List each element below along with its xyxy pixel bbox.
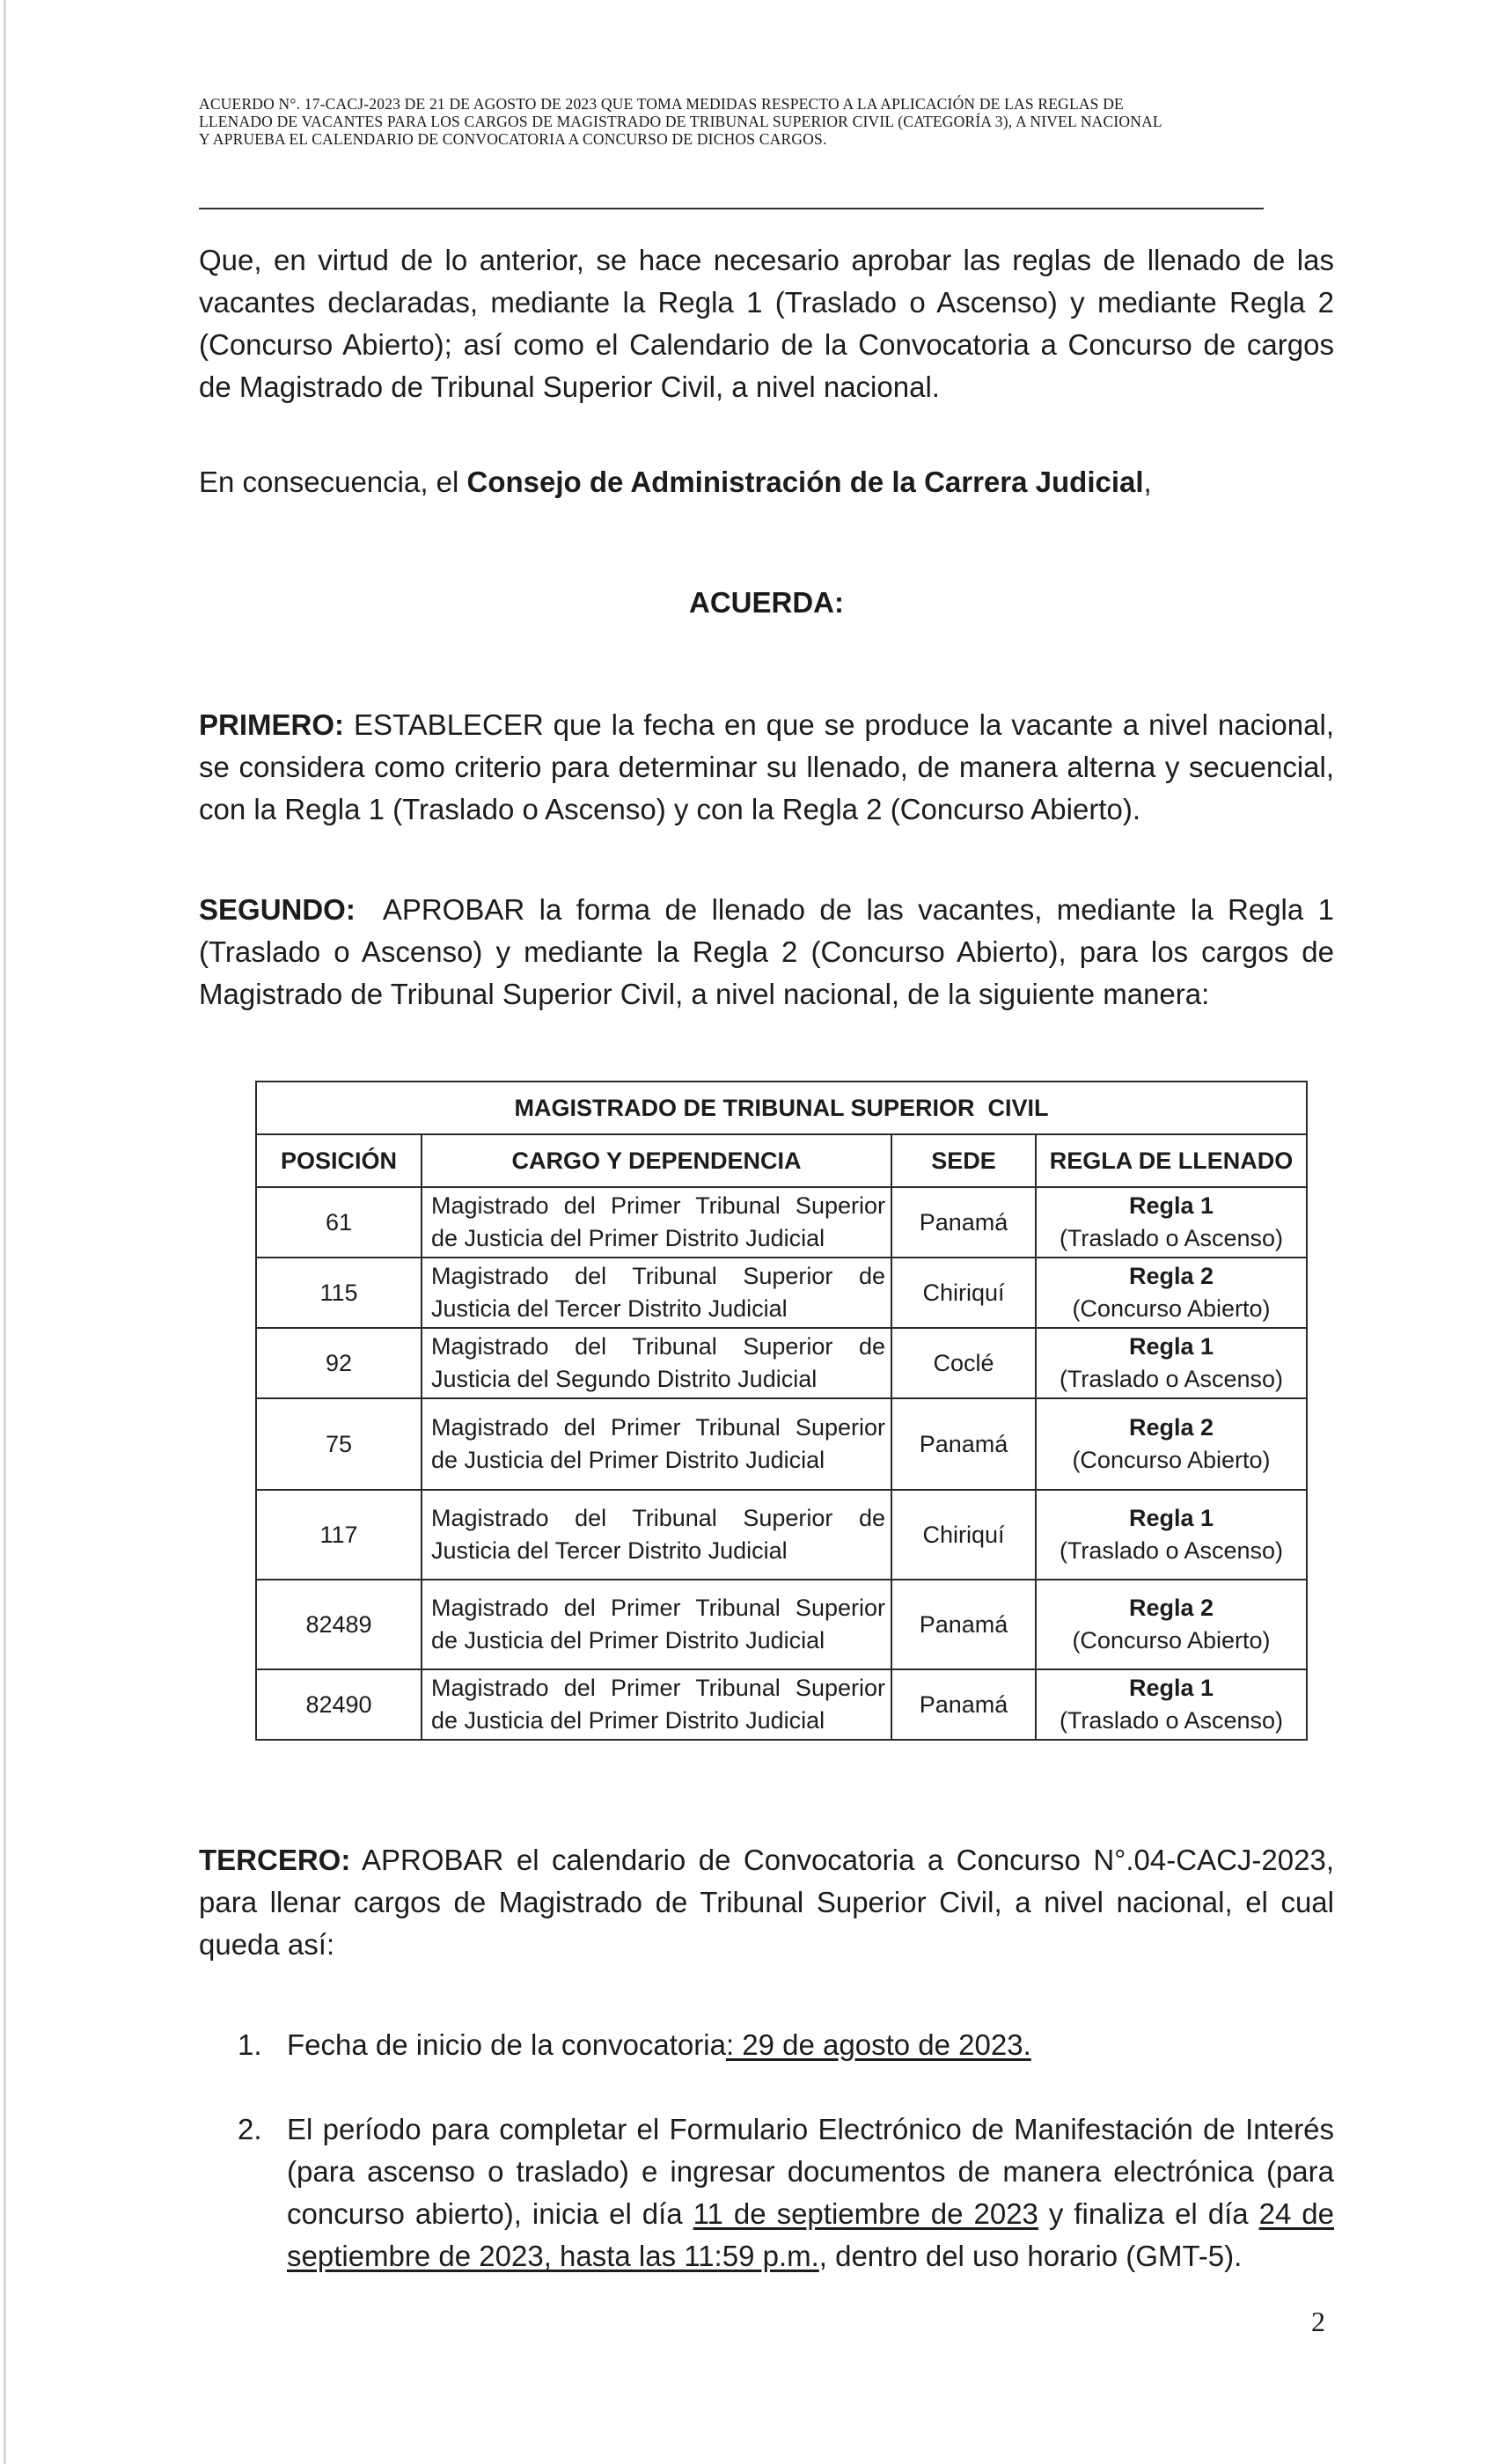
sede-cell: Coclé: [891, 1328, 1036, 1398]
regla-cell: [1036, 1328, 1307, 1398]
cargo-cell: [422, 1187, 891, 1258]
segundo-label: SEGUNDO:: [199, 893, 356, 926]
posicion-cell: 82489: [256, 1580, 422, 1669]
posicion-cell: 82490: [256, 1669, 422, 1740]
regla-cell: [1036, 1580, 1307, 1669]
tercero-text: APROBAR el calendario de Convocatoria a Concurso N°.04-CACJ-2023, para llenar cargos de Magistrado de Tribunal Superior Civil, a nivel nacional, el cual queda así:: [199, 1844, 1334, 1961]
period-end-date: 24 de septiembre de 2023, hasta las 11:59 p.m.: [287, 2197, 1335, 2272]
intro-paragraph: Que, en virtud de lo anterior, se hace necesario aprobar las reglas de llenado de las vacantes declaradas, mediante la Regla 1 (Traslado o Ascenso) y mediante Regla 2 (Concurso Abierto); así como el Calendario de la Convocatoria a Concurso de cargos de Magistrado de Tribunal Superior Civil, a nivel nacional.: [199, 244, 1334, 403]
cargo-cell: [422, 1398, 891, 1490]
consequence-suffix: ,: [1143, 466, 1152, 498]
posicion-cell: 117: [256, 1490, 422, 1580]
document-header: [199, 95, 1343, 148]
header-posicion: POSICIÓN: [256, 1134, 422, 1187]
segundo-paragraph: [199, 889, 1343, 1016]
header-line-1: ACUERDO N°. 17-CACJ-2023 DE 21 DE AGOSTO DE 2023 QUE TOMA MEDIDAS RESPECTO A LA APLICACIÓN DE LAS REGLAS DE: [199, 95, 1124, 113]
regla-cell: [1036, 1490, 1307, 1580]
page-edge-line: [4, 0, 6, 2464]
acuerda-heading: ACUERDA:: [689, 586, 844, 619]
table-title: MAGISTRADO DE TRIBUNAL SUPERIOR CIVIL: [256, 1082, 1307, 1134]
primero-paragraph: [199, 704, 1334, 831]
header-line-3: Y APRUEBA EL CALENDARIO DE CONVOCATORIA A CONCURSO DE DICHOS CARGOS.: [199, 130, 827, 148]
cargo-cell: [422, 1490, 891, 1580]
regla-desc: (Traslado o Ascenso): [1059, 1537, 1284, 1564]
vacancy-table: [255, 1081, 1308, 1741]
list-text: [287, 2024, 1334, 2066]
sede-cell: Panamá: [891, 1669, 1036, 1740]
header-regla: REGLA DE LLENADO: [1036, 1134, 1307, 1187]
regla-desc: (Concurso Abierto): [1072, 1447, 1271, 1473]
cargo-line-1: Magistrado del Tribunal Superior de: [431, 1333, 885, 1360]
regla-name: Regla 1: [1128, 1333, 1214, 1360]
sede-cell: Panamá: [891, 1580, 1036, 1669]
consequence-prefix: En consecuencia, el: [199, 466, 467, 498]
table-row: [256, 1187, 1307, 1258]
cargo-line-1: Magistrado del Primer Tribunal Superior: [431, 1675, 885, 1701]
regla-cell: [1036, 1398, 1307, 1490]
cargo-cell: [422, 1258, 891, 1328]
council-name: Consejo de Administración de la Carrera Judicial: [466, 466, 1144, 498]
regla-name: Regla 2: [1128, 1595, 1214, 1621]
cargo-cell: [422, 1669, 891, 1740]
list-item: [238, 2024, 1334, 2066]
list-number: 1.: [238, 2028, 262, 2061]
cargo-cell: [422, 1580, 891, 1669]
cargo-line-2: de Justicia del Primer Distrito Judicial: [431, 1447, 825, 1473]
regla-desc: (Traslado o Ascenso): [1059, 1707, 1284, 1734]
regla-name: Regla 1: [1128, 1192, 1214, 1219]
cargo-line-1: Magistrado del Primer Tribunal Superior: [431, 1414, 885, 1441]
period-start-date: 11 de septiembre de 2023: [693, 2197, 1038, 2230]
regla-desc: (Concurso Abierto): [1072, 1295, 1271, 1322]
posicion-cell: 115: [256, 1258, 422, 1328]
cargo-line-1: Magistrado del Tribunal Superior de: [431, 1263, 885, 1289]
regla-desc: (Traslado o Ascenso): [1059, 1366, 1284, 1392]
tercero-paragraph: [199, 1839, 1334, 1966]
regla-cell: [1036, 1669, 1307, 1740]
list-number: 2.: [238, 2113, 262, 2145]
consequence-paragraph: [199, 461, 1334, 503]
page-number: 2: [1311, 2306, 1325, 2337]
start-date: : 29 de agosto de 2023.: [725, 2028, 1031, 2061]
regla-name: Regla 1: [1128, 1505, 1214, 1531]
regla-cell: [1036, 1258, 1307, 1328]
primero-label: PRIMERO:: [199, 708, 344, 741]
period-text-a: El período para completar el Formulario Electrónico de Manifestación de Interés (para ascenso o traslado) e ingresar documentos de manera electrónica (para concurso abierto), inicia el día: [287, 2113, 1334, 2230]
cargo-line-1: Magistrado del Primer Tribunal Superior: [431, 1595, 885, 1621]
table-row: [256, 1490, 1307, 1580]
table-header-row: [256, 1134, 1307, 1187]
segundo-text: APROBAR la forma de llenado de las vacantes, mediante la Regla 1 (Traslado o Ascenso) y mediante la Regla 2 (Concurso Abierto), para los cargos de Magistrado de Tribunal Superior Civil, a nivel nacional, de la siguiente manera:: [199, 893, 1343, 1010]
cargo-cell: [422, 1328, 891, 1398]
regla-name: Regla 1: [1128, 1675, 1214, 1701]
header-divider: [199, 208, 1264, 209]
cargo-line-1: Magistrado del Tribunal Superior de: [431, 1505, 885, 1531]
cargo-line-2: de Justicia del Primer Distrito Judicial: [431, 1627, 825, 1654]
period-text-b: y finaliza el día: [1038, 2197, 1259, 2230]
start-date-label: Fecha de inicio de la convocatoria: [287, 2028, 726, 2061]
tercero-label: TERCERO:: [199, 1844, 351, 1876]
regla-desc: (Traslado o Ascenso): [1059, 1225, 1284, 1251]
regla-cell: [1036, 1187, 1307, 1258]
posicion-cell: 75: [256, 1398, 422, 1490]
header-line-2: LLENADO DE VACANTES PARA LOS CARGOS DE MAGISTRADO DE TRIBUNAL SUPERIOR CIVIL (CATEGORÍA 3), A NIVEL NACIONAL: [199, 113, 1162, 130]
list-text: [287, 2108, 1334, 2277]
list-item: [238, 2108, 1334, 2277]
cargo-line-2: de Justicia del Primer Distrito Judicial: [431, 1707, 825, 1734]
table-row: [256, 1398, 1307, 1490]
sede-cell: Chiriquí: [891, 1490, 1036, 1580]
primero-text: ESTABLECER que la fecha en que se produce la vacante a nivel nacional, se considera como criterio para determinar su llenado, de manera alterna y secuencial, con la Regla 1 (Traslado o Ascenso) y con la Regla 2 (Concurso Abierto).: [199, 708, 1334, 825]
posicion-cell: 61: [256, 1187, 422, 1258]
period-text-c: , dentro del uso horario (GMT-5).: [818, 2240, 1243, 2272]
regla-desc: (Concurso Abierto): [1072, 1627, 1271, 1654]
sede-cell: Panamá: [891, 1187, 1036, 1258]
posicion-cell: 92: [256, 1328, 422, 1398]
sede-cell: Chiriquí: [891, 1258, 1036, 1328]
cargo-line-1: Magistrado del Primer Tribunal Superior: [431, 1192, 885, 1219]
regla-name: Regla 2: [1128, 1414, 1214, 1441]
cargo-line-2: Justicia del Tercer Distrito Judicial: [431, 1295, 788, 1322]
cargo-line-2: de Justicia del Primer Distrito Judicial: [431, 1225, 825, 1251]
sede-cell: Panamá: [891, 1398, 1036, 1490]
table-row: [256, 1328, 1307, 1398]
cargo-line-2: Justicia del Tercer Distrito Judicial: [431, 1537, 788, 1564]
header-sede: SEDE: [891, 1134, 1036, 1187]
header-cargo: CARGO Y DEPENDENCIA: [422, 1134, 891, 1187]
table-row: [256, 1669, 1307, 1740]
table-row: [256, 1580, 1307, 1669]
table-row: [256, 1258, 1307, 1328]
cargo-line-2: Justicia del Segundo Distrito Judicial: [431, 1366, 818, 1392]
regla-name: Regla 2: [1128, 1263, 1214, 1289]
